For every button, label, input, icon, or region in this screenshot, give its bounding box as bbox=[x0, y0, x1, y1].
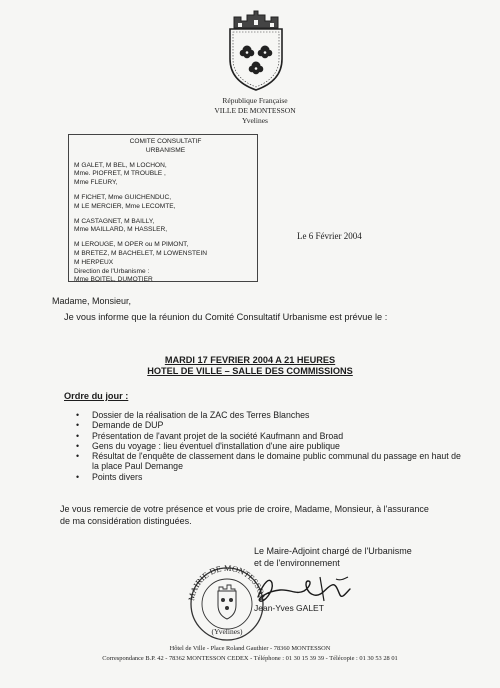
recipient-line: M LE MERCIER, Mme LECOMTE, bbox=[74, 202, 176, 210]
agenda-item: • Présentation de l'avant projet de la société Kaufmann and Broad bbox=[76, 431, 466, 441]
letter-date: Le 6 Février 2004 bbox=[297, 231, 362, 241]
signatory-title-line: Le Maire-Adjoint chargé de l'Urbanisme bbox=[254, 546, 412, 556]
stamp-crest-icon bbox=[218, 585, 236, 619]
recipient-line: Mme BOITEL, DUMOTIER bbox=[74, 276, 153, 284]
agenda-item: • Résultat de l'enquête de classement dans le domaine public communal du passage en haut de la place Paul Demange bbox=[76, 451, 466, 472]
recipient-line: Direction de l'Urbanisme : bbox=[74, 267, 150, 275]
recipient-line: M FICHET, Mme GUICHENDUC, bbox=[74, 193, 172, 201]
agenda-item: • Dossier de la réalisation de la ZAC des Terres Blanches bbox=[76, 410, 466, 420]
city-name: VILLE DE MONTESSON bbox=[214, 106, 296, 115]
recipient-line: M GALET, M BEL, M LOCHON, bbox=[74, 161, 167, 169]
committee-title-line: COMITE CONSULTATIF bbox=[129, 138, 202, 145]
recipient-line: M CASTAGNET, M BAILLY, bbox=[74, 217, 155, 225]
committee-title-line: URBANISME bbox=[145, 146, 186, 154]
committee-title bbox=[74, 138, 257, 156]
recipient-group bbox=[74, 194, 257, 212]
signatory-title bbox=[254, 546, 444, 569]
meeting-location: HOTEL DE VILLE – SALLE DES COMMISSIONS bbox=[147, 366, 353, 376]
signatory-title-line: et de l'environnement bbox=[254, 557, 340, 568]
agenda-list bbox=[76, 410, 466, 482]
recipient-line: M HERPEUX bbox=[74, 258, 114, 266]
handwritten-signature bbox=[250, 573, 358, 607]
closing-paragraph: Je vous remercie de votre présence et vous prie de croire, Madame, Monsieur, à l'assurance de ma considération distinguées. bbox=[60, 504, 429, 526]
meeting-date-time: MARDI 17 FEVRIER 2004 A 21 HEURES bbox=[164, 355, 336, 365]
country-name: République Française bbox=[222, 96, 288, 105]
salutation: Madame, Monsieur, bbox=[52, 296, 132, 306]
recipients-box bbox=[68, 134, 258, 282]
recipient-line: Mme MAILLARD, M HASSLER, bbox=[74, 226, 168, 234]
recipient-line: M BRETEZ, M BACHELET, M LOWENSTEIN bbox=[74, 249, 207, 257]
recipient-line: Mme. PIOFRET, M TROUBLE , bbox=[74, 170, 166, 178]
recipient-group bbox=[74, 218, 257, 236]
meeting-details bbox=[0, 355, 500, 377]
recipient-group bbox=[74, 241, 257, 285]
footer-contact: Correspondance B.P. 42 - 78362 MONTESSON CEDEX - Téléphone : 01 30 15 39 39 - Télécopie : 01 30 53 28 01 bbox=[102, 655, 398, 662]
recipient-line: M LEROUGE, M OPER ou M PIMONT, bbox=[74, 241, 189, 249]
stamp-text: MAIRIE DE MONTESSON bbox=[186, 562, 268, 602]
footer-address: Hôtel de Ville - Place Roland Gauthier - 78360 MONTESSON bbox=[169, 645, 331, 652]
agenda-item: • Gens du voyage : lieu éventuel d'installation d'une aire publique bbox=[76, 441, 466, 451]
agenda-item: • Points divers bbox=[76, 472, 466, 482]
city-crest-logo bbox=[214, 8, 298, 94]
recipient-group bbox=[74, 162, 257, 188]
recipient-line: Mme FLEURY, bbox=[74, 179, 118, 187]
intro-paragraph: Je vous informe que la réunion du Comité Consultatif Urbanisme est prévue le : bbox=[64, 312, 388, 322]
department-name: Yvelines bbox=[242, 116, 268, 125]
signatory-name: Jean-Yves GALET bbox=[254, 603, 324, 613]
agenda-title: Ordre du jour : bbox=[64, 391, 129, 401]
stamp-subtext: (Yvelines) bbox=[211, 627, 243, 636]
agenda-item: • Demande de DUP bbox=[76, 420, 466, 430]
letter-footer bbox=[0, 644, 500, 664]
letterhead bbox=[180, 96, 330, 126]
